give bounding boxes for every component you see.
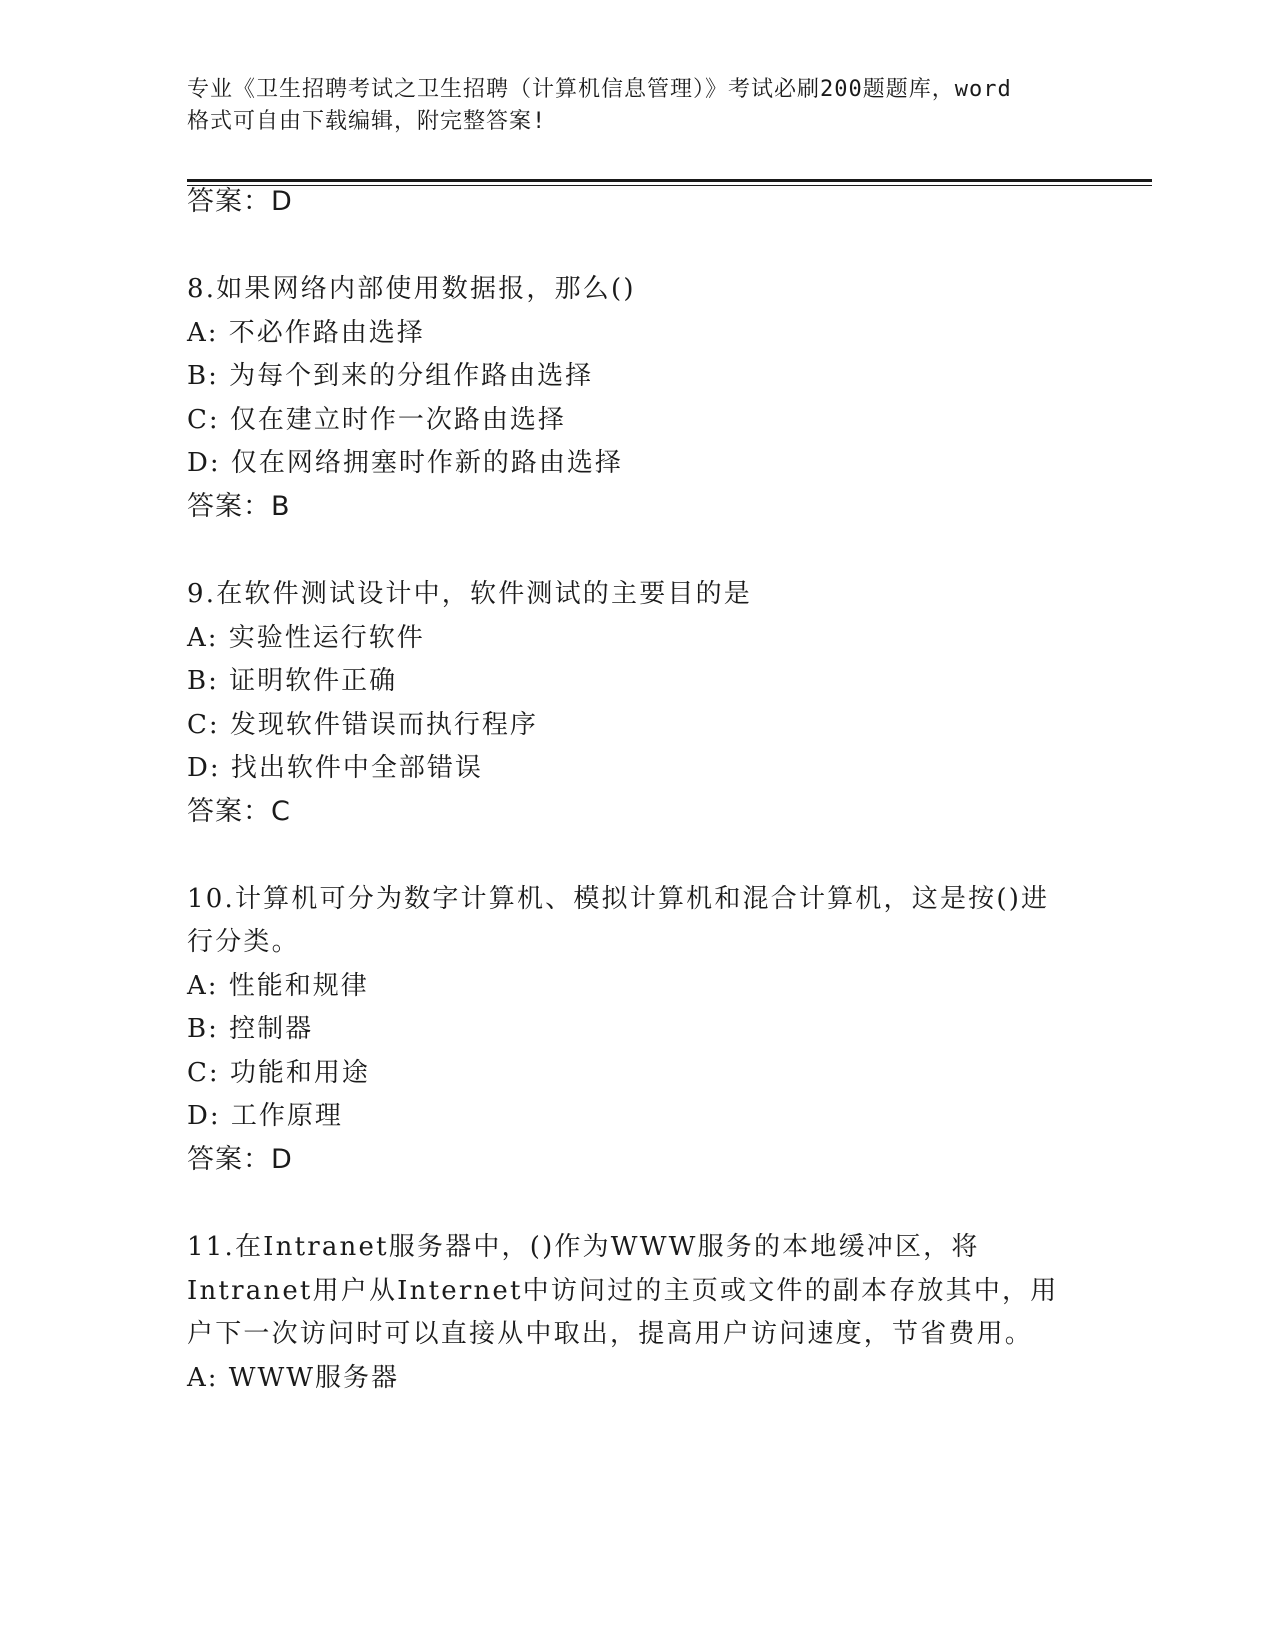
answer-line: 答案：C xyxy=(187,796,291,827)
question-stem-continued: Intranet用户从Internet中访问过的主页或文件的副本存放其中，用 xyxy=(187,1276,1059,1306)
header-divider-thin xyxy=(187,185,1152,186)
option-d: D: 工作原理 xyxy=(187,1101,343,1131)
answer-line: 答案：D xyxy=(187,1144,293,1175)
document-header xyxy=(187,74,1087,138)
header-line-1: 专业《卫生招聘考试之卫生招聘（计算机信息管理）》考试必刷200题题库，word xyxy=(187,77,1012,102)
option-c: C: 功能和用途 xyxy=(187,1058,370,1088)
option-a: A: 不必作路由选择 xyxy=(187,318,425,348)
option-b: B: 控制器 xyxy=(187,1014,314,1044)
option-b: B: 为每个到来的分组作路由选择 xyxy=(187,361,594,391)
answer-line: 答案：B xyxy=(187,491,291,522)
option-c: C: 发现软件错误而执行程序 xyxy=(187,710,538,740)
question-stem: 11.在Intranet服务器中，()作为WWW服务的本地缓冲区，将 xyxy=(187,1232,980,1262)
option-d: D: 仅在网络拥塞时作新的路由选择 xyxy=(187,448,623,478)
question-stem: 8.如果网络内部使用数据报，那么() xyxy=(187,274,636,304)
header-line-2: 格式可自由下载编辑，附完整答案! xyxy=(187,109,547,134)
header-divider xyxy=(187,179,1152,182)
option-a: A: WWW服务器 xyxy=(187,1363,399,1393)
question-stem: 10.计算机可分为数字计算机、模拟计算机和混合计算机，这是按()进 xyxy=(187,884,1050,914)
question-stem: 9.在软件测试设计中，软件测试的主要目的是 xyxy=(187,579,753,609)
option-c: C: 仅在建立时作一次路由选择 xyxy=(187,405,566,435)
option-a: A: 性能和规律 xyxy=(187,971,369,1001)
question-stem-continued: 行分类。 xyxy=(187,927,300,957)
option-a: A: 实验性运行软件 xyxy=(187,623,425,653)
question-stem-continued: 户下一次访问时可以直接从中取出，提高用户访问速度，节省费用。 xyxy=(187,1319,1034,1349)
option-b: B: 证明软件正确 xyxy=(187,666,398,696)
option-d: D: 找出软件中全部错误 xyxy=(187,753,483,783)
answer-line: 答案：D xyxy=(187,186,293,217)
